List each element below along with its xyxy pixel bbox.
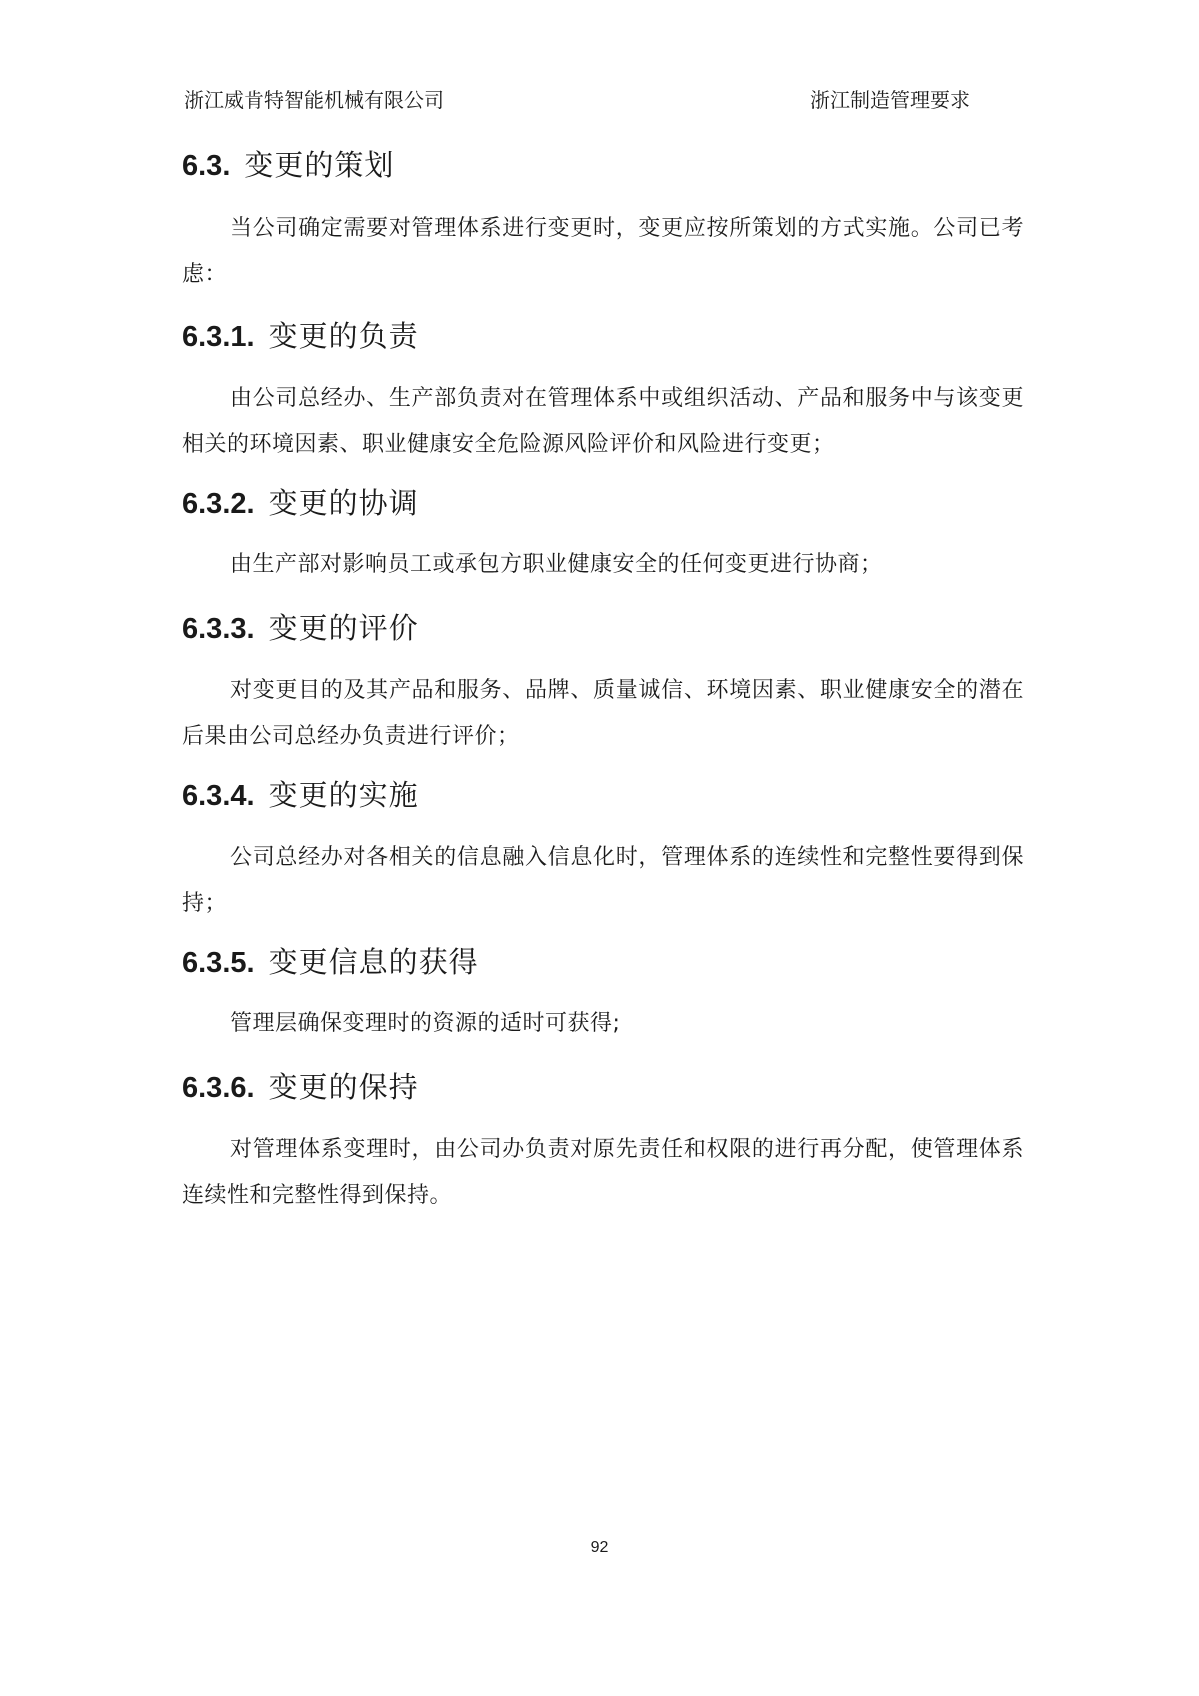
section-number: 6.3.3.: [182, 613, 255, 645]
section-number: 6.3.6.: [182, 1072, 255, 1104]
section-paragraph-6-3-3: 对变更目的及其产品和服务、品牌、质量诚信、环境因素、职业健康安全的潜在后果由公司总经办负责进行评价；: [182, 678, 1024, 749]
section-paragraph-6-3-6: 对管理体系变理时，由公司办负责对原先责任和权限的进行再分配，使管理体系连续性和完整性得到保持。: [182, 1137, 1024, 1208]
section-heading-6-3-6: [182, 1068, 419, 1107]
section-number: 6.3.1.: [182, 321, 255, 353]
section-heading-6-3-5: [182, 943, 479, 982]
section-title: 变更的保持: [268, 1070, 419, 1104]
section-title: 变更的负责: [268, 319, 419, 353]
section-heading-6-3-1: [182, 317, 419, 356]
header-document-title: 浙江制造管理要求: [810, 88, 970, 112]
section-number: 6.3.5.: [182, 947, 255, 979]
header-company-name: 浙江威肯特智能机械有限公司: [184, 88, 444, 112]
section-paragraph-6-3-1: 由公司总经办、生产部负责对在管理体系中或组织活动、产品和服务中与该变更相关的环境因素、职业健康安全危险源风险评价和风险进行变更；: [182, 386, 1024, 457]
section-title: 变更的策划: [244, 148, 395, 182]
section-heading-6-3-4: [182, 776, 419, 815]
section-number: 6.3.4.: [182, 780, 255, 812]
section-title: 变更的评价: [268, 611, 419, 645]
section-paragraph-6-3-5: 管理层确保变理时的资源的适时可获得;: [230, 1011, 621, 1036]
section-title: 变更的协调: [268, 486, 419, 520]
section-number: 6.3.: [182, 150, 231, 182]
section-heading-6-3-2: [182, 484, 419, 523]
section-number: 6.3.2.: [182, 488, 255, 520]
section-heading-6-3-3: [182, 609, 419, 648]
section-paragraph-6-3: 当公司确定需要对管理体系进行变更时，变更应按所策划的方式实施。公司已考虑：: [182, 216, 1024, 287]
section-paragraph-6-3-2: 由生产部对影响员工或承包方职业健康安全的任何变更进行协商；: [230, 552, 883, 577]
section-title: 变更信息的获得: [268, 945, 479, 979]
section-heading-6-3: [182, 146, 394, 185]
page-number: 92: [590, 1539, 609, 1556]
section-paragraph-6-3-4: 公司总经办对各相关的信息融入信息化时，管理体系的连续性和完整性要得到保持；: [182, 845, 1024, 916]
section-title: 变更的实施: [268, 778, 419, 812]
